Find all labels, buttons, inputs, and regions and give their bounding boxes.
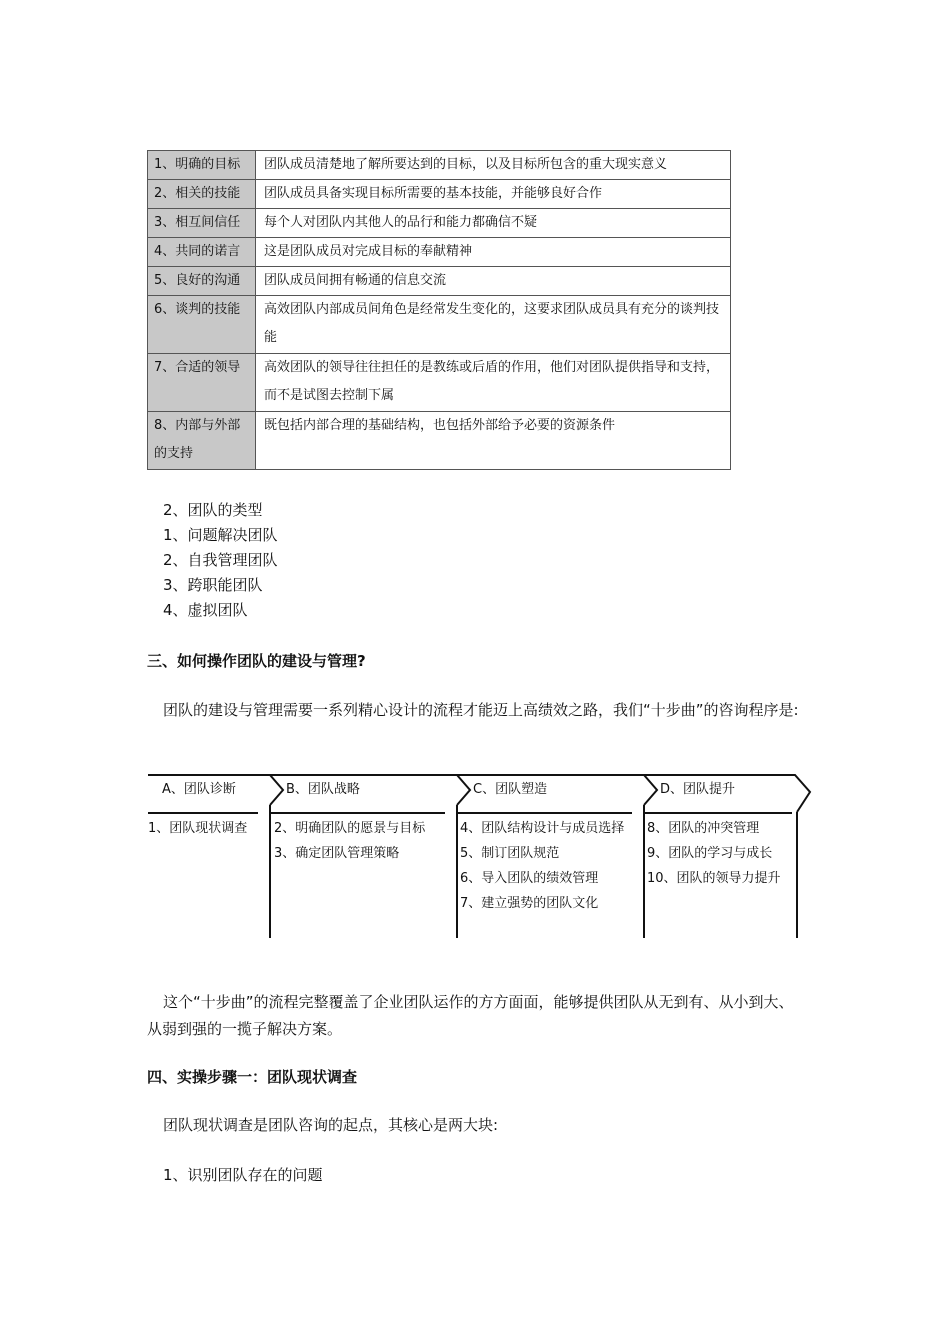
paragraph-text: 团队现状调查是团队咨询的起点，其核心是两大块: — [163, 1116, 499, 1134]
flow-step: 9、团队的学习与成长 — [647, 846, 773, 861]
trait-key: 4、共同的诺言 — [148, 238, 256, 267]
list-item: 3、跨职能团队 — [163, 576, 263, 594]
section3-paragraph — [147, 697, 807, 724]
flow-step: 3、确定团队管理策略 — [274, 846, 400, 861]
paragraph-text: 这个“十步曲”的流程完整覆盖了企业团队运作的方方面面，能够提供团队从无到有、从小到大、从弱到强的一揽子解决方案。 — [147, 993, 794, 1038]
flow-step: 8、团队的冲突管理 — [647, 821, 760, 836]
trait-value: 团队成员具备实现目标所需要的基本技能，并能够良好合作 — [256, 180, 731, 209]
table-row — [148, 238, 731, 267]
stage-c-title: C、团队塑造 — [473, 782, 548, 797]
team-types-list — [163, 498, 278, 623]
trait-key: 7、合适的领导 — [148, 354, 256, 412]
table-row — [148, 354, 731, 412]
trait-value: 既包括内部合理的基础结构，也包括外部给予必要的资源条件 — [256, 412, 731, 470]
trait-key: 5、良好的沟通 — [148, 267, 256, 296]
table-row — [148, 412, 731, 470]
list-item: 1、识别团队存在的问题 — [163, 1166, 323, 1184]
trait-key: 3、相互间信任 — [148, 209, 256, 238]
flow-step: 7、建立强势的团队文化 — [460, 896, 599, 911]
table-row — [148, 151, 731, 180]
summary-paragraph — [147, 989, 807, 1043]
stage-b-title: B、团队战略 — [286, 782, 360, 797]
list-item: 4、虚拟团队 — [163, 601, 248, 619]
trait-value: 团队成员清楚地了解所要达到的目标，以及目标所包含的重大现实意义 — [256, 151, 731, 180]
trait-key: 6、谈判的技能 — [148, 296, 256, 354]
flow-step: 6、导入团队的绩效管理 — [460, 871, 599, 886]
flow-step: 4、团队结构设计与成员选择 — [460, 821, 625, 836]
stage-d-title: D、团队提升 — [660, 782, 736, 797]
flow-step: 2、明确团队的愿景与目标 — [274, 821, 426, 836]
list-item: 1、问题解决团队 — [163, 526, 278, 544]
stage-a-title: A、团队诊断 — [162, 782, 236, 797]
trait-value: 这是团队成员对完成目标的奉献精神 — [256, 238, 731, 267]
table-row — [148, 180, 731, 209]
trait-key: 2、相关的技能 — [148, 180, 256, 209]
team-traits-table — [147, 150, 731, 470]
section4-heading: 四、实操步骤一：团队现状调查 — [147, 1068, 358, 1086]
trait-key: 8、内部与外部的支持 — [148, 412, 256, 470]
trait-value: 每个人对团队内其他人的品行和能力都确信不疑 — [256, 209, 731, 238]
section4-paragraph — [147, 1112, 807, 1139]
flow-step: 10、团队的领导力提升 — [647, 871, 781, 886]
trait-value: 团队成员间拥有畅通的信息交流 — [256, 267, 731, 296]
table-row — [148, 267, 731, 296]
list-item: 2、自我管理团队 — [163, 551, 278, 569]
trait-value: 高效团队内部成员间角色是经常发生变化的，这要求团队成员具有充分的谈判技能 — [256, 296, 731, 354]
trait-key: 1、明确的目标 — [148, 151, 256, 180]
list-heading: 2、团队的类型 — [163, 501, 263, 519]
trait-value: 高效团队的领导往往担任的是教练或后盾的作用，他们对团队提供指导和支持，而不是试图去控制下属 — [256, 354, 731, 412]
ten-step-flow-diagram — [140, 770, 820, 945]
table-row — [148, 209, 731, 238]
section3-heading: 三、如何操作团队的建设与管理? — [147, 652, 366, 670]
section4-item — [147, 1162, 807, 1189]
flow-step: 1、团队现状调查 — [148, 821, 248, 836]
paragraph-text: 团队的建设与管理需要一系列精心设计的流程才能迈上高绩效之路，我们“十步曲”的咨询程序是: — [163, 701, 799, 719]
flow-step: 5、制订团队规范 — [460, 846, 560, 861]
table-row — [148, 296, 731, 354]
